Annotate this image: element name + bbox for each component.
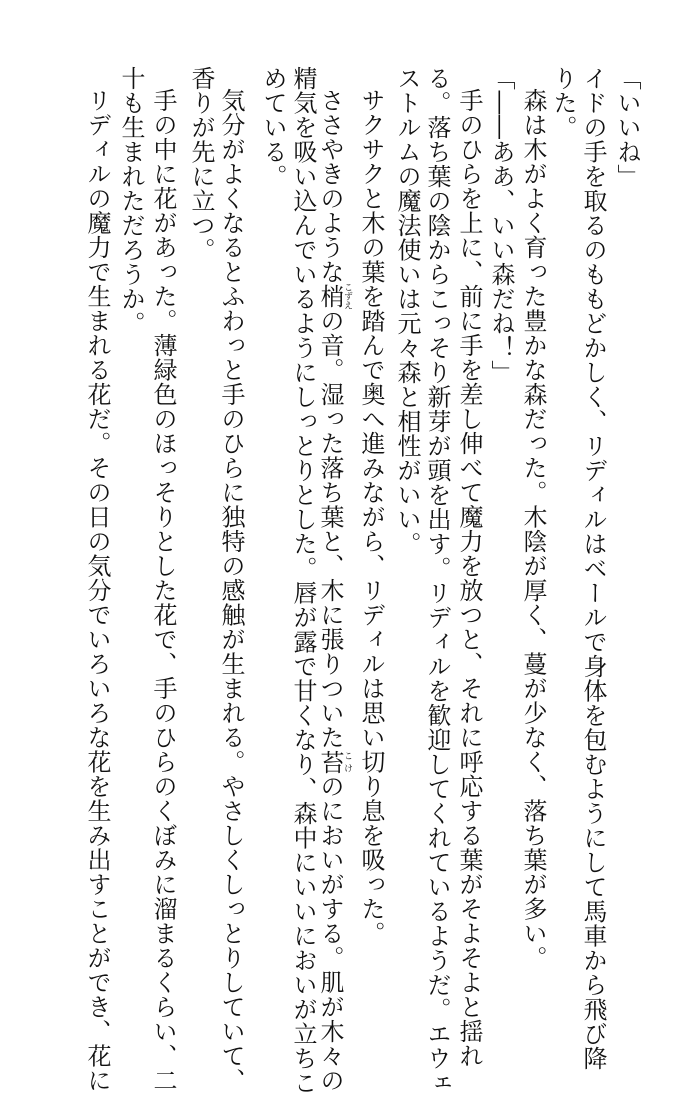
ruby-koke (316, 749, 352, 775)
ruby-reading: こずえ (342, 282, 352, 310)
text-segment: ささやきのような (316, 88, 344, 284)
text-line: 香りが先に立つ。 (187, 66, 215, 262)
text-line: 森は木がよく育った豊かな森だった。木陰が厚く、蔓が少なく、落ち葉が多い。 (519, 88, 547, 970)
text-line: りた。 (549, 66, 577, 140)
ruby-base: 梢 (316, 282, 344, 310)
text-line: 「――ああ、いい森だね！」 (487, 66, 515, 385)
text-line: サクサクと木の葉を踏んで奥へ進みながら、リディルは思い切り息を吸った。 (357, 88, 385, 946)
text-line: リディルの魔力で生まれる花だ。その日の気分でいろいろな花を生み出すことができ、花に (83, 88, 111, 1093)
text-line: 手のひらを上に、前に手を差し伸べて魔力を放つと、それに呼応する葉がそよそよと揺れ (455, 88, 483, 1068)
ruby-kozue (316, 282, 352, 310)
text-line (316, 66, 352, 1093)
text-line: 気分がよくなるとふわっと手のひらに独特の感触が生まれる。やさしくしっとりしていて、 (217, 88, 245, 1093)
text-line: 十も生まれただろうか。 (117, 66, 145, 336)
text-line: 手の中に花があった。薄緑色のほっそりとした花で、手のひらのくぼみに溜まるくらい、二 (149, 88, 177, 1093)
text-line: る。落ち葉の陰からこっそり新芽が頭を出す。リディルを歓迎してくれているようだ。エウェ (423, 66, 451, 1095)
ruby-base: 苔 (316, 749, 344, 774)
text-line: めている。 (259, 66, 287, 189)
text-line: 精気を吸い込んでいるようにしっとりとした。唇が露で甘くなり、森中にいいにおいが立ちこ (289, 66, 317, 1095)
text-line: ストルムの魔法使いは元々森と相性がいい。 (393, 66, 421, 556)
ruby-reading: こけ (342, 749, 352, 774)
text-line: 「いいね」 (613, 66, 641, 189)
text-segment: の音。湿った落ち葉と、木に張りついた (316, 308, 344, 750)
text-segment: のにおいがする。肌が木々の (316, 774, 344, 1093)
text-line: イドの手を取るのももどかしく、リディルはベールで身体を包むようにして馬車から飛び降 (579, 66, 607, 1071)
